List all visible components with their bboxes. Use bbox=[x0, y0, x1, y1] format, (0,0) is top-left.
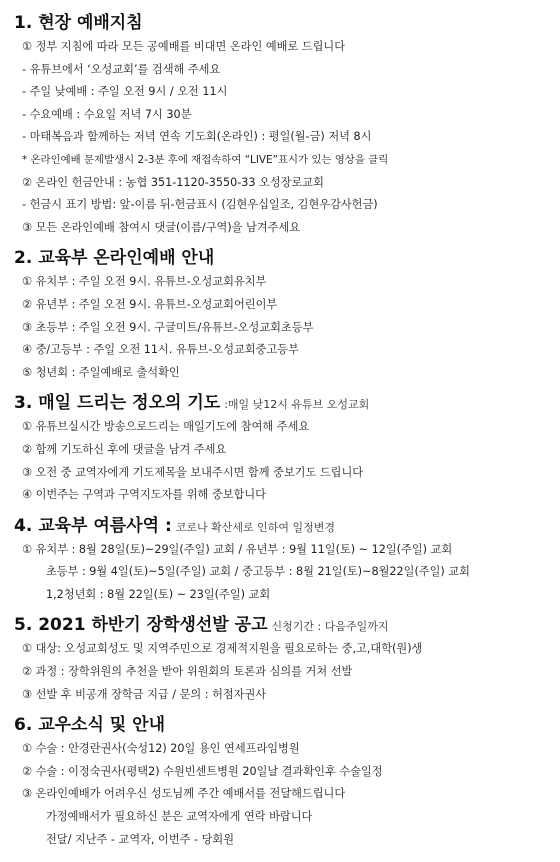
section-title: 3. 매일 드리는 정오의 기도 bbox=[14, 393, 221, 414]
section-1 bbox=[14, 10, 560, 239]
section-line: 전달/ 지난주 - 교역자, 이번주 - 당회원 bbox=[46, 832, 235, 846]
section-line: ① 수술 : 안경란권사(숙성12) 20일 용인 연세프라임병원 bbox=[22, 742, 300, 756]
section-line: ① 유튜브실시간 방송으로드리는 매일기도에 참여해 주세요 bbox=[22, 420, 310, 434]
section-line: ① 유치부 : 주일 오전 9시. 유튜브-오성교회유치부 bbox=[22, 275, 267, 289]
section-line: 가정예배서가 필요하신 분은 교역자에게 연락 바랍니다 bbox=[46, 810, 313, 824]
section-note: 코로나 확산세로 인하여 일정변경 bbox=[175, 520, 336, 534]
section-title: 2. 교육부 온라인예배 안내 bbox=[14, 248, 215, 269]
section-title: 5. 2021 하반기 장학생선발 공고 bbox=[14, 615, 268, 636]
section-line: - 유튜브에서 ‘오성교회’를 검색해 주세요 bbox=[22, 62, 221, 76]
section-line: 초등부 : 9월 4일(토)~5일(주일) 교회 / 중고등부 : 8월 21일(토)~8월22일(주일) 교회 bbox=[46, 565, 470, 579]
section-line: ② 과정 : 장학위원의 추천을 받아 위원회의 토론과 심의를 거쳐 선발 bbox=[22, 665, 353, 679]
section-line: - 헌금시 표기 방법: 앞-이름 뒤-헌금표시 (김현우십일조, 김현우감사헌금) bbox=[22, 198, 378, 212]
section-line: * 온라인예배 문제발생시 2-3분 후에 재접속하여 “LIVE”표시가 있는 영상을 클릭 bbox=[22, 153, 389, 166]
section-line: ④ 중/고등부 : 주일 오전 11시. 유튜브-오성교회중고등부 bbox=[22, 343, 299, 357]
section-heading bbox=[14, 390, 560, 416]
section-line: - 주일 낮예배 : 주일 오전 9시 / 오전 11시 bbox=[22, 85, 228, 99]
section-line: ④ 이번주는 구역과 구역지도자를 위해 중보합니다 bbox=[22, 488, 266, 502]
section-note: :매일 낮12시 유튜브 오성교회 bbox=[224, 398, 370, 412]
section-6 bbox=[14, 712, 560, 851]
section-line: ③ 온라인예배가 어려우신 성도님께 주간 예배서를 전달해드립니다 bbox=[22, 787, 346, 801]
section-5 bbox=[14, 612, 560, 706]
section-heading bbox=[14, 245, 560, 271]
section-line: - 수요예배 : 수요일 저녁 7시 30분 bbox=[22, 107, 192, 121]
section-line: ① 대상: 오성교회성도 및 지역주민으로 경제적지원을 필요로하는 중,고,대학(원)생 bbox=[22, 642, 423, 656]
section-line: ③ 선발 후 비공개 장학금 지급 / 문의 : 허점자권사 bbox=[22, 687, 267, 701]
section-title: 6. 교우소식 및 안내 bbox=[14, 715, 165, 736]
section-line: ③ 모든 온라인예배 참여시 댓글(이름/구역)을 남겨주세요 bbox=[22, 220, 301, 234]
section-line: ① 정부 지침에 따라 모든 공예배를 비대면 온라인 예배로 드립니다 bbox=[22, 40, 346, 53]
section-title: 4. 교육부 여름사역 : bbox=[14, 515, 172, 536]
section-line: - 마태복음과 함께하는 저녁 연속 기도회(온라인) : 평일(월-금) 저녁 8시 bbox=[22, 130, 372, 144]
section-line: 1,2청년회 : 8월 22일(토) ~ 23일(주일) 교회 bbox=[46, 587, 271, 601]
section-line: ② 온라인 헌금안내 : 농협 351-1120-3550-33 오성장로교회 bbox=[22, 175, 324, 189]
section-line: ② 함께 기도하신 후에 댓글을 남겨 주세요 bbox=[22, 442, 227, 456]
section-2 bbox=[14, 245, 560, 384]
section-4 bbox=[14, 513, 560, 607]
section-line: ② 유년부 : 주일 오전 9시. 유튜브-오성교회어린이부 bbox=[22, 297, 278, 311]
section-line: ③ 초등부 : 주일 오전 9시. 구글미트/유튜브-오성교회초등부 bbox=[22, 320, 314, 334]
section-line: ① 유치부 : 8월 28일(토)~29일(주일) 교회 / 유년부 : 9월 11일(토) ~ 12일(주일) 교회 bbox=[22, 542, 453, 556]
section-line: ⑤ 청년회 : 주일예배로 출석확인 bbox=[22, 365, 180, 379]
section-line: ② 수술 : 이정숙권사(평택2) 수원빈센트병원 20일날 결과확인후 수술일정 bbox=[22, 764, 383, 778]
section-line: ③ 오전 중 교역자에게 기도제목을 보내주시면 함께 중보기도 드립니다 bbox=[22, 465, 364, 479]
section-heading bbox=[14, 712, 560, 738]
section-heading bbox=[14, 612, 560, 638]
section-heading bbox=[14, 10, 560, 36]
section-3 bbox=[14, 390, 560, 506]
section-title: 1. 현장 예배지침 bbox=[14, 13, 143, 33]
section-note: 신청기간 : 다음주일까지 bbox=[271, 620, 389, 634]
section-heading bbox=[14, 513, 560, 539]
